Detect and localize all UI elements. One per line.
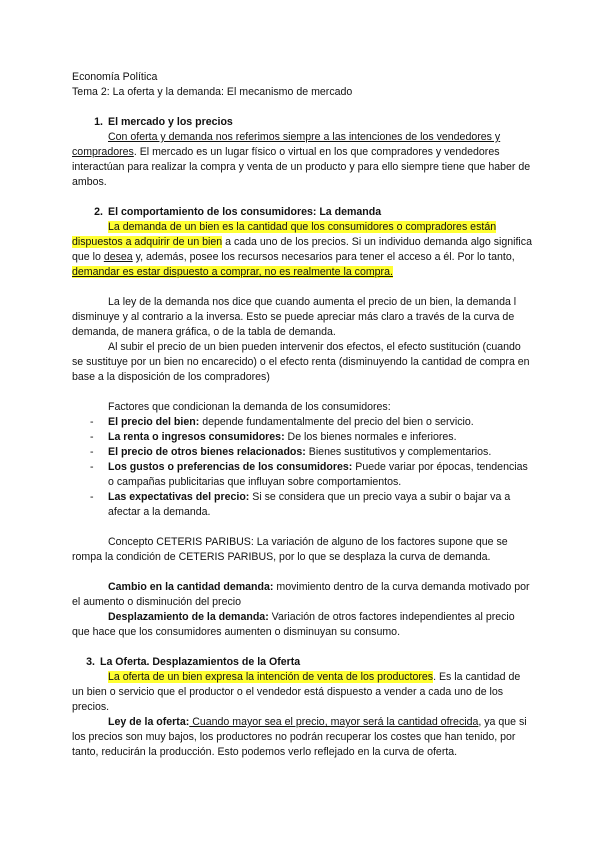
ceteris-paribus-paragraph: Concepto CETERIS PARIBUS: La variación de alguno de los factores supone que se rompa la condición de CETERIS PARIBUS, por lo que se desplaza la curva de demanda.: [72, 536, 508, 563]
factor-item-expectations: [72, 490, 532, 520]
factors-intro: Factores que condicionan la demanda de los consumidores:: [108, 401, 391, 413]
factor-desc: Si se considera que un precio vaya a subir o bajar va a afectar a la demanda.: [108, 491, 511, 518]
factor-term: Los gustos o preferencias de los consumidores:: [108, 461, 353, 473]
factor-desc: De los bienes normales e inferiores.: [284, 431, 457, 443]
section-1-paragraph: [72, 130, 532, 190]
demand-definition-paragraph: [72, 220, 532, 280]
price-effects-paragraph: Al subir el precio de un bien pueden intervenir dos efectos, el efecto sustitución (cuando se sustituye por un bien no encarecido) o el efecto renta (disminuyendo la cantidad de compra en base a la disposición de los compradores): [72, 341, 530, 383]
section-2-title: El comportamiento de los consumidores: La demanda: [108, 206, 382, 218]
section-1-heading: [72, 115, 532, 130]
factor-term: Las expectativas del precio:: [108, 491, 250, 503]
supply-definition-highlight: La oferta de un bien expresa la intención de venta de los productores: [108, 671, 434, 683]
factor-item-tastes: [72, 460, 532, 490]
demand-not-purchase-highlight: demandar es estar dispuesto a comprar, no es realmente la compra.: [72, 266, 393, 278]
factor-desc: depende fundamentalmente del precio del bien o servicio.: [199, 416, 474, 428]
demand-definition-highlight: La demanda de un bien es la cantidad que los consumidores o compradores están dispuestos a adquirir de un bien: [72, 221, 497, 248]
quantity-change-paragraph: [72, 580, 532, 610]
subject-line: Economía Política: [72, 71, 158, 83]
law-of-supply-underlined: Cuando mayor sea el precio, mayor será la cantidad ofrecida: [189, 716, 479, 728]
supply-definition-rest: . Es la cantidad de un bien o servicio que el productor o el vendedor está dispuesto a vender a cada uno de los precios.: [72, 671, 521, 713]
section-2-number: 2.: [94, 206, 103, 218]
list-dash: -: [90, 461, 94, 473]
section-1-number: 1.: [94, 116, 103, 128]
factor-term: El precio del bien:: [108, 416, 200, 428]
market-definition-rest: . El mercado es un lugar físico o virtual en los que compradores y vendedores interactúan para realizar la compra y venta de un producto y para ello siempre tiene que haber de ambos.: [72, 146, 531, 188]
desea-underlined: desea: [103, 251, 133, 263]
section-2-heading: [72, 205, 532, 220]
list-dash: -: [90, 491, 94, 503]
list-dash: -: [90, 431, 94, 443]
demand-definition-text-b: y, además, posee los recursos necesarios para tener el acceso a él. Por lo tanto,: [132, 251, 515, 263]
demand-shift-term: Desplazamiento de la demanda:: [108, 611, 269, 623]
factor-desc: Puede variar por épocas, tendencias o campañas publicitarias que influyan sobre comportamientos.: [108, 461, 528, 488]
list-dash: -: [90, 446, 94, 458]
quantity-change-term: Cambio en la cantidad demanda:: [108, 581, 274, 593]
law-of-supply-term: Ley de la oferta:: [108, 716, 190, 728]
factor-item-related-goods: [72, 445, 532, 460]
factor-item-price: [72, 415, 532, 430]
list-dash: -: [90, 416, 94, 428]
factor-item-income: [72, 430, 532, 445]
law-of-supply-rest: , ya que si los precios son muy bajos, los productores no podrán recuperar los costes que han tenido, por tanto, reducirán la producción. Esto podemos verlo reflejado en la curva de oferta.: [72, 716, 527, 758]
market-definition-underlined: Con oferta y demanda nos referimos siempre a las intenciones de los vendedores y compradores: [72, 131, 501, 158]
factor-term: El precio de otros bienes relacionados:: [108, 446, 306, 458]
law-of-demand-line-2: disminuye y al contrario a la inversa. Esto se puede apreciar más claro a través de la curva de demanda, de manera gráfica, o de la tabla de demanda.: [72, 311, 515, 338]
section-3-heading: [72, 655, 532, 670]
factor-term: La renta o ingresos consumidores:: [108, 431, 285, 443]
demand-shift-paragraph: [72, 610, 532, 640]
quantity-change-desc: movimiento dentro de la curva demanda motivado por el aumento o disminución del precio: [72, 581, 530, 608]
supply-definition-paragraph: [72, 670, 532, 715]
section-1-title: El mercado y los precios: [108, 116, 233, 128]
section-3-title: La Oferta. Desplazamientos de la Oferta: [100, 656, 301, 668]
demand-definition-text-a: a cada uno de los precios. Si un individuo demanda algo significa que lo: [72, 236, 532, 263]
document-body: [72, 70, 532, 760]
topic-line: Tema 2: La oferta y la demanda: El mecanismo de mercado: [72, 86, 353, 98]
law-of-demand-line-1: La ley de la demanda nos dice que cuando aumenta el precio de un bien, la demanda l: [108, 296, 517, 308]
demand-shift-desc: Variación de otros factores independientes al precio que hace que los consumidores aumenten o disminuyan su consumo.: [72, 611, 515, 638]
factors-list: [72, 415, 532, 520]
section-3-number: 3.: [86, 656, 95, 668]
factor-desc: Bienes sustitutivos y complementarios.: [305, 446, 492, 458]
law-of-supply-paragraph: [72, 715, 532, 760]
